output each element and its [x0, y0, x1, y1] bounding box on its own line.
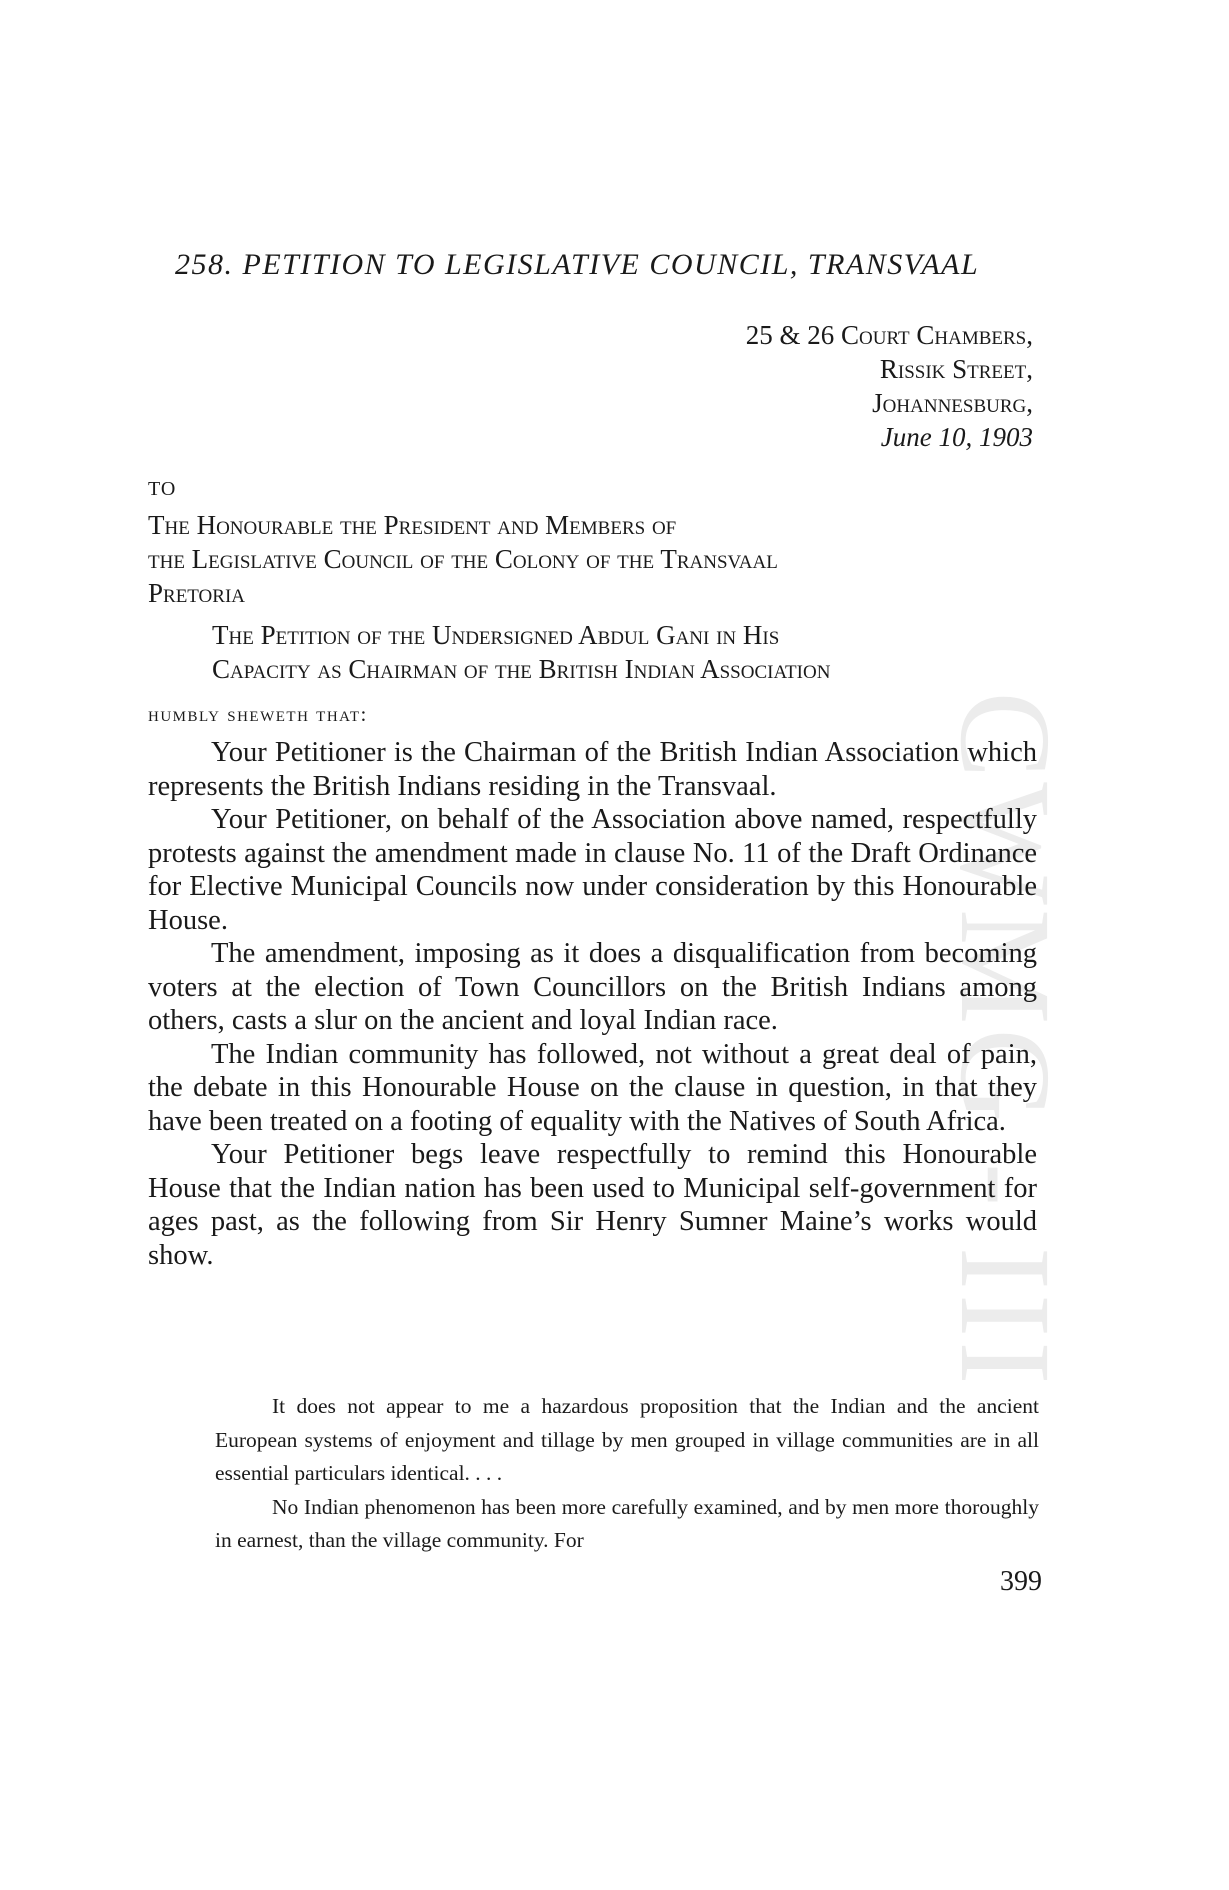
paragraph: The amendment, imposing as it does a disqualification from becoming voters at the election of Town Councillors on the British Indians among others, casts a slur on the ancient and loyal Indian race.	[148, 938, 1037, 1036]
paragraph: The Indian community has followed, not without a great deal of pain, the debate in this Honourable House on the clause in question, in that they have been treated on a footing of equality with the Natives of South Africa.	[148, 1038, 1037, 1137]
to-label: TO	[148, 478, 177, 500]
paragraph: Your Petitioner begs leave respectfully to remind this Honourable House that the Indian nation has been used to Municipal self-government for ages past, as the following from Sir Henry Sumner Maine’s works would show.	[148, 1139, 1037, 1271]
heading-title: PETITION TO LEGISLATIVE COUNCIL, TRANSVAAL	[242, 248, 980, 281]
watermark: CWMG - III	[933, 691, 1077, 1389]
sender-address	[746, 318, 1033, 454]
address-line: Rissik Street,	[879, 354, 1033, 384]
quote-paragraph: It does not appear to me a hazardous proposition that the Indian and the ancient European systems of enjoyment and tillage by men grouped in village communities are in all essential particulars identical. . . .	[215, 1394, 1039, 1485]
page-number: 399	[1000, 1566, 1042, 1597]
quotation-block	[215, 1390, 1039, 1558]
paragraph: Your Petitioner is the Chairman of the British Indian Association which represents the British Indians residing in the Transvaal.	[148, 737, 1037, 802]
address-line: Johannesburg,	[872, 388, 1033, 418]
petition-heading-line: The Petition of the Undersigned Abdul Gani in His	[212, 620, 780, 650]
addressee-line: the Legislative Council of the Colony of the Transvaal	[148, 544, 778, 574]
addressee-block	[148, 508, 1048, 610]
petition-heading	[212, 618, 830, 686]
document-heading	[175, 248, 1035, 282]
paragraph: Your Petitioner, on behalf of the Association above named, respectfully protests against the amendment made in clause No. 11 of the Draft Ordinance for Elective Municipal Councils now under consideration by this Honourable House.	[148, 804, 1037, 936]
address-line: 25 & 26 Court Chambers,	[745, 320, 1033, 350]
petition-body	[148, 736, 1037, 1272]
addressee-line: Pretoria	[148, 578, 245, 608]
sheweth-line: humbly sheweth that:	[148, 702, 368, 726]
letter-date: June 10, 1903	[880, 422, 1033, 452]
heading-number: 258.	[175, 248, 234, 281]
addressee-line: The Honourable the President and Members of	[148, 510, 677, 540]
quote-paragraph: No Indian phenomenon has been more carefully examined, and by men more thoroughly in earnest, than the village community. For	[215, 1494, 1039, 1552]
petition-heading-line: Capacity as Chairman of the British Indian Association	[212, 654, 831, 684]
